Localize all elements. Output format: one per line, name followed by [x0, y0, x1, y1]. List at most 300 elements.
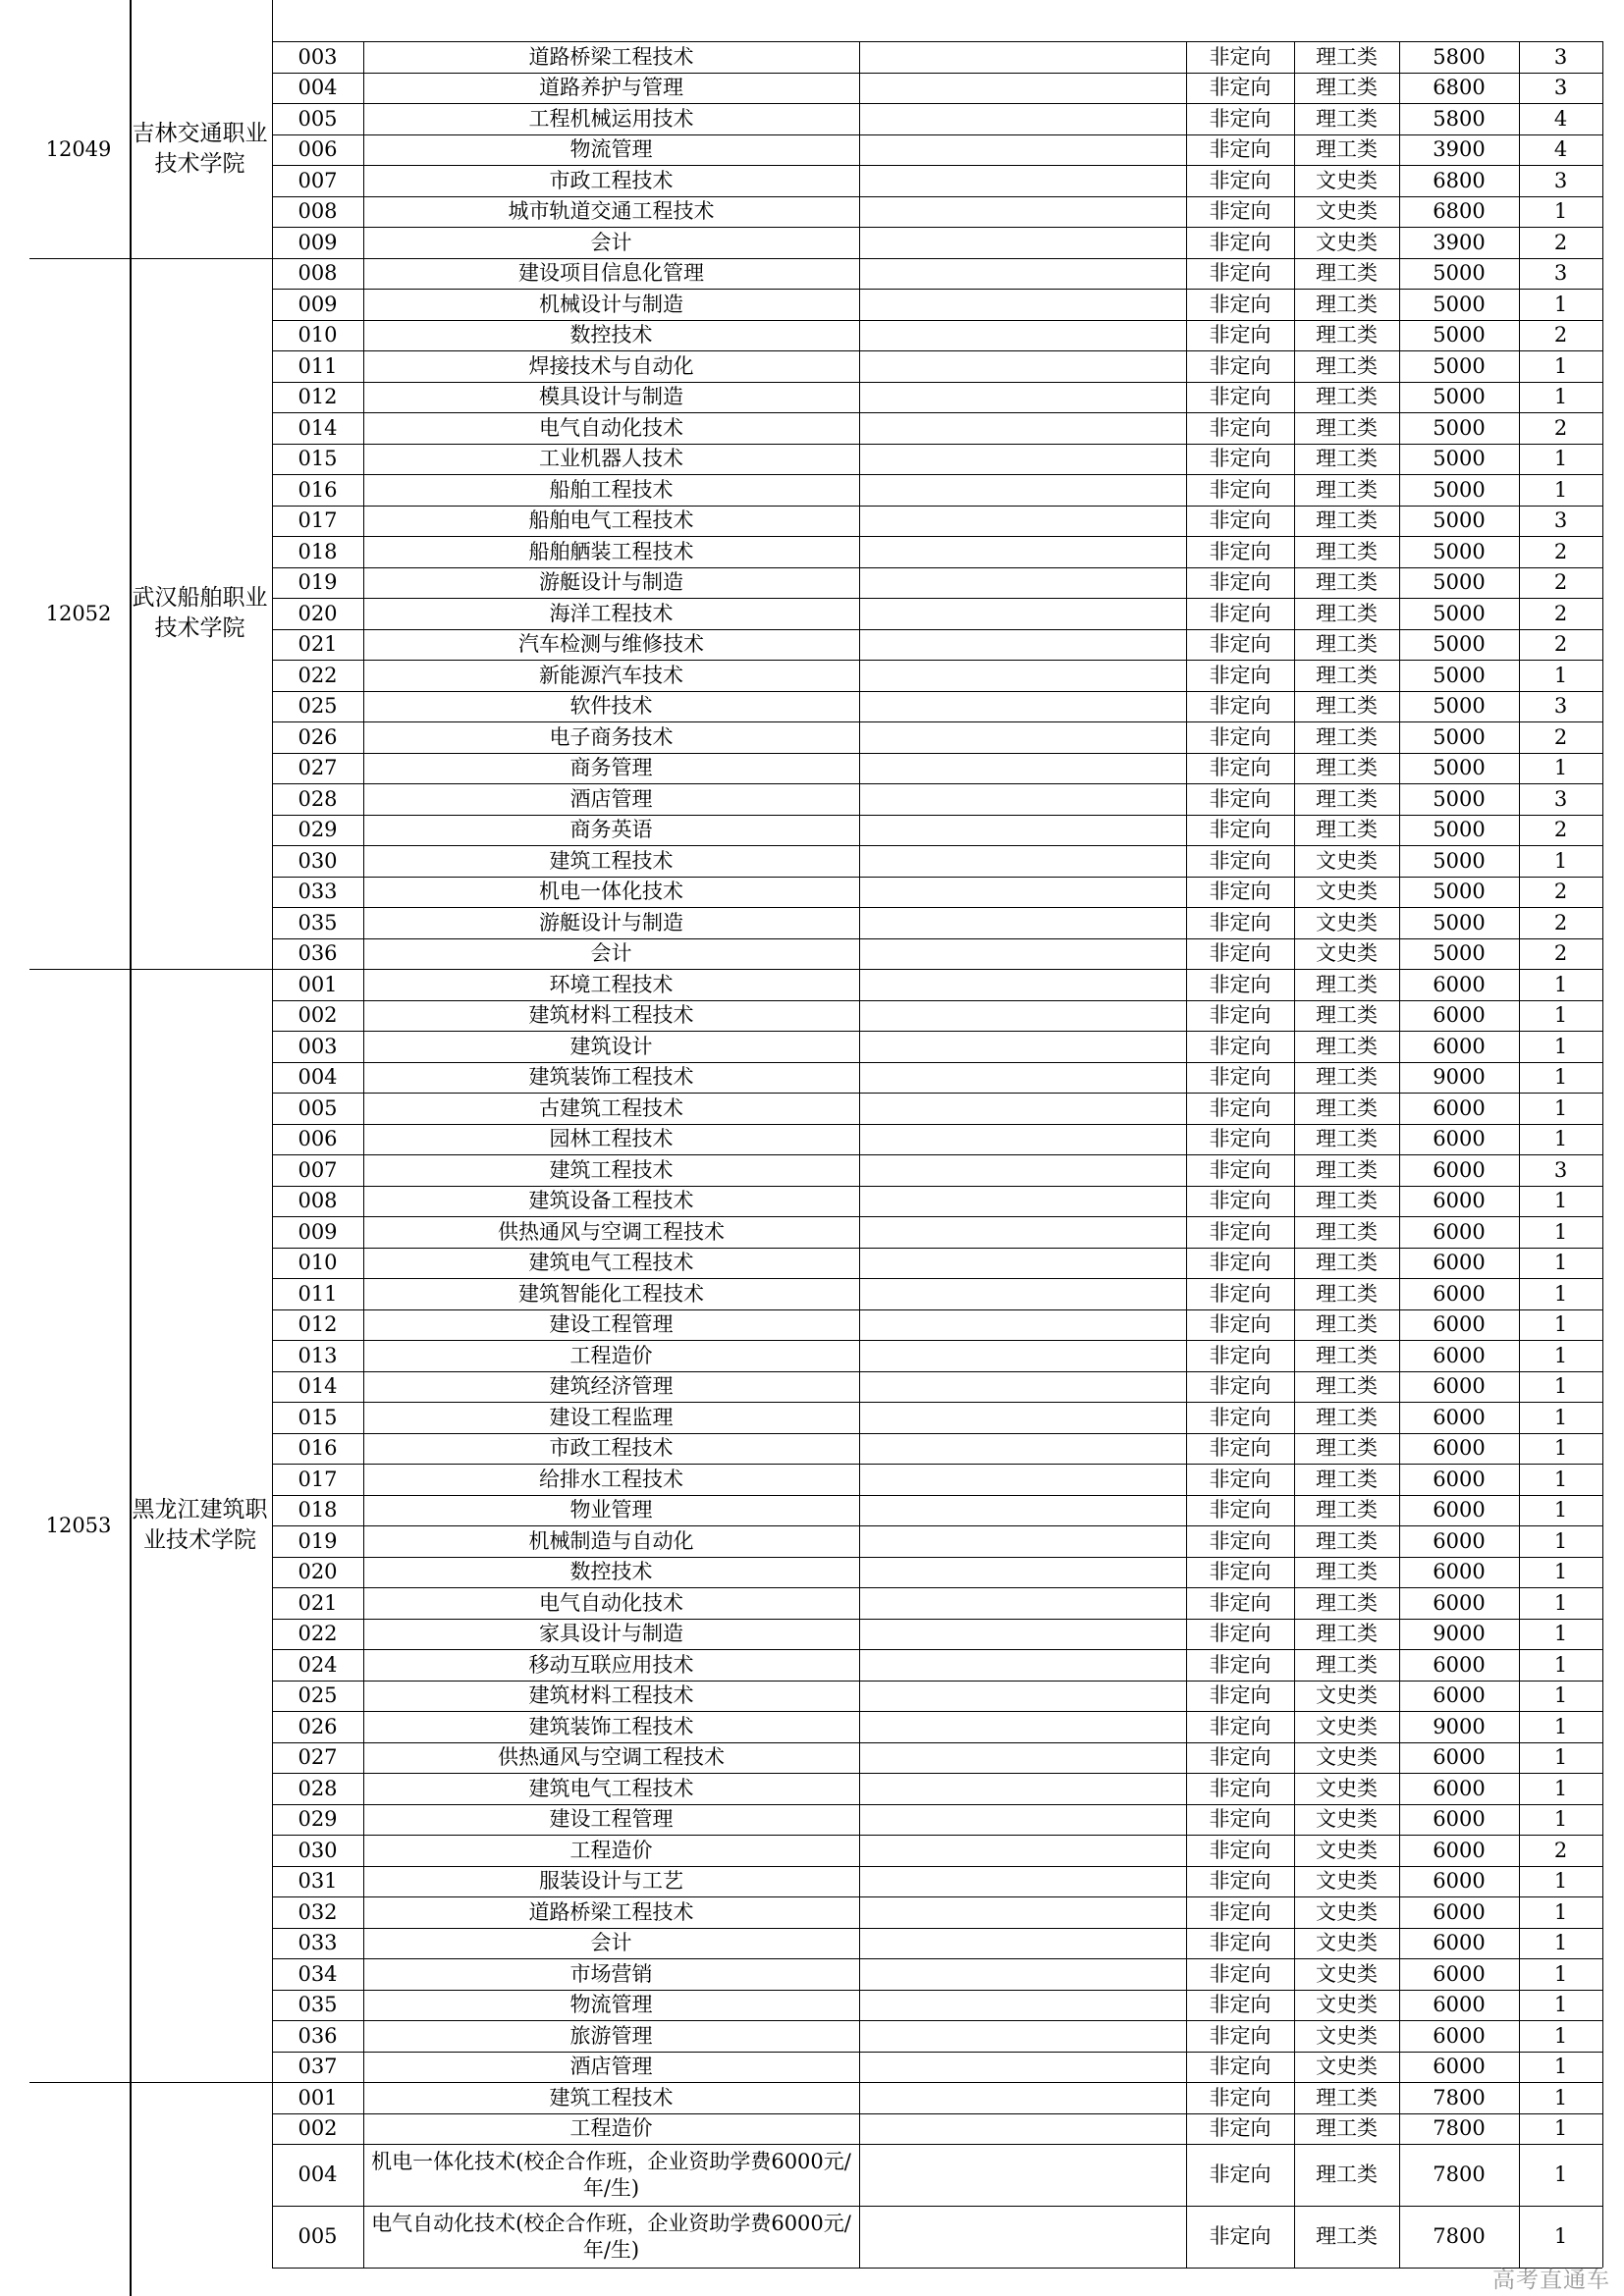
- row-code-cell: 028: [298, 786, 338, 811]
- quota-cell: 3: [1553, 694, 1568, 719]
- major-name-cell: 道路桥梁工程技术: [528, 1899, 694, 1924]
- quota-cell: 3: [1553, 1157, 1568, 1182]
- note-cell: [859, 1773, 1186, 1804]
- quota-cell: 1: [1553, 1560, 1568, 1584]
- row-code-cell: 017: [298, 508, 338, 533]
- quota-cell: 2: [1553, 632, 1568, 657]
- direction-cell: 非定向: [1209, 1065, 1272, 1090]
- note-cell: [859, 1587, 1186, 1619]
- category-cell: 理工类: [1316, 632, 1378, 657]
- school-code: 12049: [45, 137, 112, 162]
- note-cell: [859, 938, 1186, 970]
- note-cell: [859, 2020, 1186, 2052]
- direction-cell: 非定向: [1209, 1528, 1272, 1553]
- row-code-cell: 020: [298, 601, 338, 625]
- school-code: [29, 2082, 128, 2268]
- note-cell: [859, 753, 1186, 784]
- quota-cell: 3: [1553, 76, 1568, 100]
- major-name-cell: 会计: [590, 230, 632, 254]
- direction-cell: 非定向: [1209, 694, 1272, 719]
- direction-cell: 非定向: [1209, 1899, 1272, 1924]
- direction-cell: 非定向: [1209, 1622, 1272, 1646]
- row-code-cell: 020: [298, 1560, 338, 1584]
- note-cell: [859, 2082, 1186, 2113]
- quota-cell: 3: [1553, 44, 1568, 69]
- direction-cell: 非定向: [1209, 1003, 1272, 1028]
- row-code-cell: 014: [298, 415, 338, 440]
- category-cell: 理工类: [1316, 2116, 1378, 2141]
- left-border: [130, 0, 132, 2296]
- tuition-cell: 5000: [1433, 601, 1486, 625]
- tuition-cell: 6800: [1433, 76, 1486, 100]
- category-cell: 理工类: [1316, 385, 1378, 409]
- major-name-cell: 焊接技术与自动化: [528, 353, 694, 378]
- row-code-cell: 022: [298, 663, 338, 687]
- note-cell: [859, 350, 1186, 382]
- row-code-cell: 030: [298, 848, 338, 873]
- major-name-cell: 物业管理: [569, 1498, 653, 1522]
- direction-cell: 非定向: [1209, 941, 1272, 966]
- note-cell: [859, 382, 1186, 413]
- row-code-cell: 021: [298, 1590, 338, 1615]
- category-cell: 理工类: [1316, 292, 1378, 316]
- direction-cell: 非定向: [1209, 1683, 1272, 1708]
- row-code-cell: 012: [298, 1312, 338, 1337]
- school-name: 黑龙江建筑职业技术学院: [132, 1497, 268, 1553]
- major-name-cell: 家具设计与制造: [539, 1622, 683, 1646]
- major-name-cell: 工程机械运用技术: [528, 106, 694, 131]
- direction-cell: 非定向: [1209, 1807, 1272, 1832]
- tuition-cell: 5000: [1433, 756, 1486, 780]
- quota-cell: 1: [1553, 1528, 1568, 1553]
- note-cell: [859, 1248, 1186, 1279]
- row-code-cell: 026: [298, 1714, 338, 1738]
- column-divider: [1186, 41, 1187, 2268]
- quota-cell: 1: [1553, 1776, 1568, 1800]
- direction-cell: 非定向: [1209, 1590, 1272, 1615]
- tuition-cell: 5000: [1433, 415, 1486, 440]
- tuition-cell: 7800: [1433, 2116, 1486, 2141]
- tuition-cell: 6000: [1433, 2023, 1486, 2048]
- quota-cell: 2: [1553, 724, 1568, 749]
- direction-cell: 非定向: [1209, 2116, 1272, 2141]
- category-cell: 理工类: [1316, 1095, 1378, 1120]
- major-name-cell: 模具设计与制造: [539, 385, 683, 409]
- tuition-cell: 5000: [1433, 910, 1486, 934]
- quota-cell: 2: [1553, 910, 1568, 934]
- direction-cell: 非定向: [1209, 261, 1272, 286]
- column-divider: [1519, 41, 1520, 2268]
- major-name-cell: 建筑设备工程技术: [528, 1189, 694, 1213]
- category-cell: 理工类: [1316, 663, 1378, 687]
- direction-cell: 非定向: [1209, 632, 1272, 657]
- note-cell: [859, 289, 1186, 320]
- quota-cell: 1: [1553, 2085, 1568, 2109]
- row-code-cell: 016: [298, 1436, 338, 1461]
- direction-cell: 非定向: [1209, 1467, 1272, 1491]
- note-cell: [859, 629, 1186, 661]
- tuition-cell: 6000: [1433, 1312, 1486, 1337]
- category-cell: 文史类: [1316, 910, 1378, 934]
- major-name-cell: 会计: [590, 1931, 632, 1955]
- tuition-cell: 6000: [1433, 1528, 1486, 1553]
- note-cell: [859, 1711, 1186, 1742]
- note-cell: [859, 2206, 1186, 2268]
- major-name-cell: 数控技术: [569, 1560, 653, 1584]
- tuition-cell: 6000: [1433, 1899, 1486, 1924]
- direction-cell: 非定向: [1209, 292, 1272, 316]
- row-code-cell: 015: [298, 1405, 338, 1429]
- tuition-cell: 9000: [1433, 1065, 1486, 1090]
- note-cell: [859, 907, 1186, 938]
- quota-cell: 1: [1553, 1189, 1568, 1213]
- major-name-cell: 酒店管理: [569, 786, 653, 811]
- direction-cell: 非定向: [1209, 353, 1272, 378]
- category-cell: 理工类: [1316, 1034, 1378, 1058]
- row-code-cell: 018: [298, 1498, 338, 1522]
- direction-cell: 非定向: [1209, 910, 1272, 934]
- category-cell: 理工类: [1316, 1590, 1378, 1615]
- category-cell: 文史类: [1316, 880, 1378, 904]
- row-code-cell: 022: [298, 1622, 338, 1646]
- row-code-cell: 029: [298, 1807, 338, 1832]
- quota-cell: 1: [1553, 1405, 1568, 1429]
- quota-cell: 1: [1553, 477, 1568, 502]
- tuition-cell: 9000: [1433, 1714, 1486, 1738]
- column-divider: [1399, 41, 1400, 2268]
- row-code-cell: 018: [298, 539, 338, 563]
- category-cell: 理工类: [1316, 756, 1378, 780]
- major-name-cell: 机械设计与制造: [539, 292, 683, 316]
- quota-cell: 1: [1553, 1745, 1568, 1770]
- watermark: 高考直通车: [1492, 2268, 1610, 2293]
- note-cell: [859, 1742, 1186, 1774]
- tuition-cell: 5000: [1433, 385, 1486, 409]
- quota-cell: 1: [1553, 199, 1568, 224]
- tuition-cell: 6000: [1433, 1993, 1486, 2017]
- category-cell: 理工类: [1316, 106, 1378, 131]
- note-cell: [859, 474, 1186, 506]
- major-name-cell: 工程造价: [569, 1838, 653, 1862]
- tuition-cell: 7800: [1433, 2085, 1486, 2109]
- row-code-cell: 004: [298, 1065, 338, 1090]
- note-cell: [859, 103, 1186, 134]
- row-code-cell: 010: [298, 323, 338, 347]
- note-cell: [859, 536, 1186, 567]
- category-cell: 文史类: [1316, 1776, 1378, 1800]
- note-cell: [859, 506, 1186, 537]
- category-cell: 理工类: [1316, 1281, 1378, 1306]
- quota-cell: 1: [1553, 1622, 1568, 1646]
- row-code-cell: 001: [298, 972, 338, 996]
- major-name-cell: 道路桥梁工程技术: [528, 44, 694, 69]
- category-cell: 理工类: [1316, 786, 1378, 811]
- row-code-cell: 011: [298, 353, 338, 378]
- row-code-cell: 034: [298, 1961, 338, 1986]
- direction-cell: 非定向: [1209, 44, 1272, 69]
- row-code-cell: 002: [298, 2116, 338, 2141]
- direction-cell: 非定向: [1209, 106, 1272, 131]
- category-cell: 文史类: [1316, 1714, 1378, 1738]
- direction-cell: 非定向: [1209, 1095, 1272, 1120]
- quota-cell: 1: [1553, 447, 1568, 471]
- major-name-cell: 建筑工程技术: [549, 848, 674, 873]
- direction-cell: 非定向: [1209, 880, 1272, 904]
- category-cell: 理工类: [1316, 1374, 1378, 1399]
- quota-cell: 3: [1553, 786, 1568, 811]
- quota-cell: 1: [1553, 1807, 1568, 1832]
- note-cell: [859, 1031, 1186, 1062]
- row-code-cell: 019: [298, 570, 338, 595]
- row-code-cell: 004: [298, 2163, 338, 2187]
- direction-cell: 非定向: [1209, 1993, 1272, 2017]
- major-name-cell: 建筑设计: [569, 1034, 653, 1058]
- tuition-cell: 6000: [1433, 1838, 1486, 1862]
- note-cell: [859, 1340, 1186, 1371]
- category-cell: 文史类: [1316, 1807, 1378, 1832]
- note-cell: [859, 165, 1186, 196]
- tuition-cell: 6000: [1433, 1467, 1486, 1491]
- major-name-cell: 建筑装饰工程技术: [528, 1714, 694, 1738]
- category-cell: 理工类: [1316, 353, 1378, 378]
- note-cell: [859, 1525, 1186, 1557]
- tuition-cell: 6000: [1433, 1931, 1486, 1955]
- category-cell: 理工类: [1316, 1003, 1378, 1028]
- major-name-cell: 机电一体化技术: [539, 880, 683, 904]
- category-cell: 理工类: [1316, 1405, 1378, 1429]
- major-name-cell: 建筑智能化工程技术: [518, 1281, 704, 1306]
- note-cell: [859, 1124, 1186, 1155]
- category-cell: 理工类: [1316, 76, 1378, 100]
- row-code-cell: 009: [298, 292, 338, 316]
- tuition-cell: 6000: [1433, 1869, 1486, 1894]
- row-code-cell: 025: [298, 1683, 338, 1708]
- category-cell: 理工类: [1316, 1560, 1378, 1584]
- direction-cell: 非定向: [1209, 1931, 1272, 1955]
- category-cell: 理工类: [1316, 44, 1378, 69]
- quota-cell: 1: [1553, 1869, 1568, 1894]
- row-code-cell: 037: [298, 2055, 338, 2079]
- direction-cell: 非定向: [1209, 1776, 1272, 1800]
- direction-cell: 非定向: [1209, 1281, 1272, 1306]
- major-name-cell: 新能源汽车技术: [539, 663, 683, 687]
- note-cell: [859, 691, 1186, 722]
- category-cell: 理工类: [1316, 261, 1378, 286]
- quota-cell: 1: [1553, 1467, 1568, 1491]
- category-cell: 理工类: [1316, 694, 1378, 719]
- tuition-cell: 5000: [1433, 694, 1486, 719]
- tuition-cell: 5000: [1433, 323, 1486, 347]
- tuition-cell: 5000: [1433, 941, 1486, 966]
- quota-cell: 2: [1553, 539, 1568, 563]
- note-cell: [859, 2113, 1186, 2145]
- category-cell: 理工类: [1316, 818, 1378, 842]
- tuition-cell: 6000: [1433, 1776, 1486, 1800]
- category-cell: 理工类: [1316, 1652, 1378, 1677]
- row-code-cell: 006: [298, 1127, 338, 1151]
- school-name: 武汉船舶职业技术学院: [132, 584, 268, 641]
- row-code-cell: 033: [298, 880, 338, 904]
- quota-cell: 1: [1553, 1961, 1568, 1986]
- tuition-cell: 6000: [1433, 1034, 1486, 1058]
- major-name-cell: 道路养护与管理: [539, 76, 683, 100]
- major-name-cell: 市场营销: [569, 1961, 653, 1986]
- row-code-cell: 036: [298, 941, 338, 966]
- note-cell: [859, 412, 1186, 444]
- category-cell: 文史类: [1316, 2055, 1378, 2079]
- tuition-cell: 5000: [1433, 880, 1486, 904]
- note-cell: [859, 1402, 1186, 1433]
- direction-cell: 非定向: [1209, 1869, 1272, 1894]
- tuition-cell: 7800: [1433, 2224, 1486, 2249]
- column-divider: [1602, 41, 1603, 2268]
- direction-cell: 非定向: [1209, 447, 1272, 471]
- direction-cell: 非定向: [1209, 1498, 1272, 1522]
- direction-cell: 非定向: [1209, 972, 1272, 996]
- quota-cell: 1: [1553, 1095, 1568, 1120]
- major-name-cell: 供热通风与空调工程技术: [498, 1219, 725, 1244]
- tuition-cell: 5000: [1433, 570, 1486, 595]
- major-name-cell: 电气自动化技术: [539, 415, 683, 440]
- major-name-cell: 城市轨道交通工程技术: [508, 199, 715, 224]
- note-cell: [859, 1835, 1186, 1866]
- quota-cell: 1: [1553, 1065, 1568, 1090]
- row-code-cell: 002: [298, 1003, 338, 1028]
- quota-cell: 2: [1553, 818, 1568, 842]
- quota-cell: 1: [1553, 2023, 1568, 2048]
- category-cell: 文史类: [1316, 2023, 1378, 2048]
- quota-cell: 1: [1553, 1498, 1568, 1522]
- row-code-cell: 003: [298, 44, 338, 69]
- major-name-cell: 给排水工程技术: [539, 1467, 683, 1491]
- row-code-cell: 006: [298, 137, 338, 162]
- category-cell: 文史类: [1316, 848, 1378, 873]
- quota-cell: 1: [1553, 2116, 1568, 2141]
- category-cell: 理工类: [1316, 1251, 1378, 1275]
- tuition-cell: 5000: [1433, 818, 1486, 842]
- quota-cell: 2: [1553, 323, 1568, 347]
- row-code-cell: 008: [298, 199, 338, 224]
- major-name-cell: 商务英语: [569, 818, 653, 842]
- quota-cell: 2: [1553, 415, 1568, 440]
- category-cell: 文史类: [1316, 1961, 1378, 1986]
- major-name-cell: 建筑经济管理: [549, 1374, 674, 1399]
- row-code-cell: 016: [298, 477, 338, 502]
- direction-cell: 非定向: [1209, 1838, 1272, 1862]
- major-name-cell: 市政工程技术: [549, 168, 674, 192]
- category-cell: 理工类: [1316, 1498, 1378, 1522]
- row-code-cell: 021: [298, 632, 338, 657]
- major-name-cell: 游艇设计与制造: [539, 910, 683, 934]
- direction-cell: 非定向: [1209, 168, 1272, 192]
- quota-cell: 2: [1553, 601, 1568, 625]
- row-code-cell: 027: [298, 756, 338, 780]
- note-cell: [859, 1928, 1186, 1959]
- category-cell: 理工类: [1316, 1528, 1378, 1553]
- tuition-cell: 6000: [1433, 1961, 1486, 1986]
- major-name-cell: 园林工程技术: [549, 1127, 674, 1151]
- category-cell: 文史类: [1316, 1745, 1378, 1770]
- quota-cell: 1: [1553, 2055, 1568, 2079]
- tuition-cell: 9000: [1433, 1622, 1486, 1646]
- category-cell: 理工类: [1316, 1312, 1378, 1337]
- quota-cell: 4: [1553, 137, 1568, 162]
- direction-cell: 非定向: [1209, 1189, 1272, 1213]
- quota-cell: 4: [1553, 106, 1568, 131]
- category-cell: 理工类: [1316, 601, 1378, 625]
- quota-cell: 1: [1553, 1652, 1568, 1677]
- category-cell: 理工类: [1316, 415, 1378, 440]
- direction-cell: 非定向: [1209, 199, 1272, 224]
- tuition-cell: 5000: [1433, 786, 1486, 811]
- row-code-cell: 024: [298, 1652, 338, 1677]
- major-name-cell: 建设工程监理: [549, 1405, 674, 1429]
- major-name-cell: 汽车检测与维修技术: [518, 632, 704, 657]
- category-cell: 理工类: [1316, 2224, 1378, 2249]
- school-code: 12053: [45, 1513, 112, 1537]
- category-cell: 理工类: [1316, 724, 1378, 749]
- quota-cell: 2: [1553, 570, 1568, 595]
- category-cell: 理工类: [1316, 508, 1378, 533]
- note-cell: [859, 73, 1186, 104]
- note-cell: [859, 196, 1186, 228]
- tuition-cell: 6000: [1433, 1251, 1486, 1275]
- category-cell: 文史类: [1316, 1838, 1378, 1862]
- row-code-cell: 025: [298, 694, 338, 719]
- quota-cell: 3: [1553, 508, 1568, 533]
- note-cell: [859, 1433, 1186, 1465]
- tuition-cell: 3900: [1433, 137, 1486, 162]
- category-cell: 理工类: [1316, 1467, 1378, 1491]
- tuition-cell: 5000: [1433, 261, 1486, 286]
- major-name-cell: 物流管理: [569, 1993, 653, 2017]
- tuition-cell: 5000: [1433, 632, 1486, 657]
- note-cell: [859, 1062, 1186, 1094]
- note-cell: [859, 598, 1186, 629]
- direction-cell: 非定向: [1209, 477, 1272, 502]
- quota-cell: 2: [1553, 1838, 1568, 1862]
- note-cell: [859, 845, 1186, 877]
- quota-cell: 1: [1553, 1343, 1568, 1367]
- major-name-cell: 市政工程技术: [549, 1436, 674, 1461]
- direction-cell: 非定向: [1209, 385, 1272, 409]
- note-cell: [859, 1186, 1186, 1217]
- tuition-cell: 5000: [1433, 663, 1486, 687]
- quota-cell: 1: [1553, 1281, 1568, 1306]
- tuition-cell: 5000: [1433, 539, 1486, 563]
- major-name-cell: 电子商务技术: [549, 724, 674, 749]
- direction-cell: 非定向: [1209, 1034, 1272, 1058]
- note-cell: [859, 660, 1186, 691]
- major-name-cell: 建设工程管理: [549, 1807, 674, 1832]
- major-name-cell: 游艇设计与制造: [539, 570, 683, 595]
- tuition-cell: 5000: [1433, 724, 1486, 749]
- category-cell: 文史类: [1316, 1683, 1378, 1708]
- note-cell: [859, 1681, 1186, 1712]
- direction-cell: 非定向: [1209, 848, 1272, 873]
- direction-cell: 非定向: [1209, 1405, 1272, 1429]
- quota-cell: 1: [1553, 1374, 1568, 1399]
- row-code-cell: 009: [298, 230, 338, 254]
- major-name-cell: 建筑工程技术: [549, 1157, 674, 1182]
- note-cell: [859, 1216, 1186, 1248]
- quota-cell: 1: [1553, 1127, 1568, 1151]
- tuition-cell: 6000: [1433, 1281, 1486, 1306]
- quota-cell: 1: [1553, 1714, 1568, 1738]
- quota-cell: 1: [1553, 1003, 1568, 1028]
- major-name-cell: 古建筑工程技术: [539, 1095, 683, 1120]
- column-divider: [1294, 41, 1295, 2268]
